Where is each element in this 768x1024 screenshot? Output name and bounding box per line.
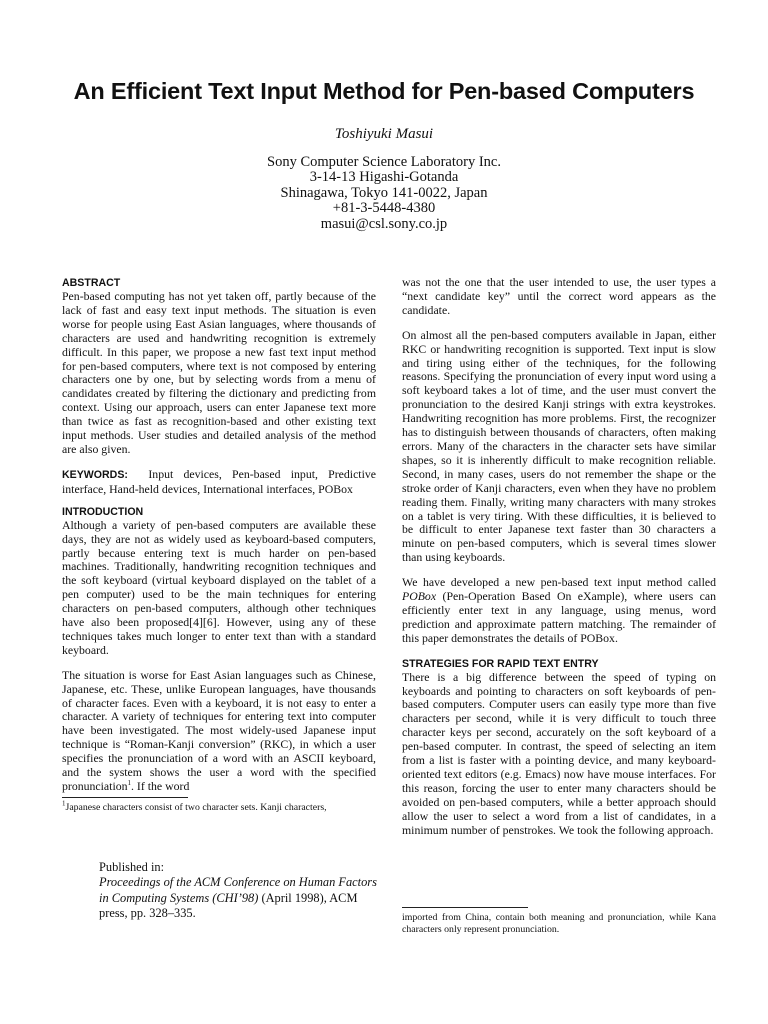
introduction-paragraph-3: was not the one that the user intended to use, the user types a “next candidate key” until the correct word appears as the candidate. [402,275,716,317]
right-column [402,276,716,849]
keywords-text: Input devices, Pen-based input, Predictive interface, Hand-held devices, International interfaces, POBox [62,466,376,496]
introduction-paragraph-5-after: (Pen-Operation Based On eXample), where users can efficiently enter text in any language, using menus, word prediction and approximate pattern matching. The remainder of this paper demonstrates the details of POBox. [402,589,716,645]
introduction-paragraph-1: Although a variety of pen-based computers are available these days, they are not as widely used as keyboard-based computers, partly because entering text is much harder on pen-based machines. Traditionally, handwriting recognition techniques and the soft keyboard (virtual keyboard displayed on the tablet of a pen computer) used to be the main techniques for entering characters on pen-based computers, although other techniques have also been proposed[4][6]. However, using any of these techniques takes much longer to enter text than with a standard keyboard. [62,517,376,657]
introduction-heading: INTRODUCTION [62,505,144,518]
affiliation-phone: +81-3-5448-4380 [332,200,436,217]
introduction-paragraph-2-tail: . If the word [131,779,190,793]
introduction-paragraph-2-text: The situation is worse for East Asian languages such as Chinese, Japanese, etc. These, unlike European languages, have thousands of character faces. Even with a keyboard, it is not easy to enter a character. A variety of techniques for entering text into computer have been investigated. The most widely-used Japanese input technique is “Roman-Kanji conversion” (RKC), in which a user specifies the pronunciation of a word with an ASCII keyboard, and the system shows the user a word with the specified pronunciation [62,667,376,793]
publication-note [99,860,379,921]
keywords-label: KEYWORDS: [62,468,128,481]
left-column [62,276,376,814]
introduction-paragraph-5-before: We have developed a new pen-based text input method called [402,575,716,590]
published-citation [99,875,379,921]
strategies-heading: STRATEGIES FOR RAPID TEXT ENTRY [402,657,599,670]
affiliation-org: Sony Computer Science Laboratory Inc. [267,154,501,170]
paper-title: An Efficient Text Input Method for Pen-based Computers [73,78,695,104]
footnote-continuation [402,904,716,937]
published-venue: Proceedings of the ACM Conference on Human Factors in Computing Systems (CHI’98) [99,875,377,905]
introduction-paragraph-2 [62,669,376,794]
published-details: (April 1998), ACM press, pp. 328–335. [99,890,358,920]
footnote-1-part2: imported from China, contain both meaning and pronunciation, while Kana characters only represent pronunciation. [402,912,716,936]
published-label: Published in: [99,860,165,874]
footnote-rule [62,797,188,798]
footnote-ref-1: 1 [127,779,132,788]
affiliation-email: masui@csl.sony.co.jp [320,215,448,232]
abstract-heading: ABSTRACT [62,277,121,289]
footnote-1-part1-text: Japanese characters consist of two character sets. Kanji characters, [65,801,327,813]
abstract-text: Pen-based computing has not yet taken off, partly because of the lack of fast and easy text input methods. The situation is even worse for people using East Asian languages, where thousands of characters are used and handwriting recognition is extremely difficult. In this paper, we propose a new fast text input method for pen-based computers, where text is not composed by entering characters one by one, but by selecting words from a menu of candidates created by filtering the dictionary and predicting from context. Using our approach, users can enter Japanese text more than twice as fast as recognition-based and other existing text input methods. User studies and detailed analysis of the method are also given. [62,289,376,456]
affiliation-address-line2: Shinagawa, Tokyo 141-0022, Japan [280,184,488,201]
footnote-rule-right [402,907,528,908]
author-name: Toshiyuki Masui [334,126,434,142]
affiliation-address-line1: 3-14-13 Higashi-Gotanda [309,169,459,186]
footnote-1-part1 [62,799,376,814]
affiliation-block [0,155,768,232]
introduction-paragraph-4: On almost all the pen-based computers available in Japan, either RKC or handwriting recognition is supported. Text input is slow and tiring using either of the techniques, for the following reasons. Specifying the pronunciation of every input word using a soft keyboard takes a lot of time, and the user must convert the pronunciation to the desired Kanji strings with extra keystrokes. Handwriting recognition has more problems. First, the recognizer has to distinguish between thousands of characters, often making errors. Many of the characters in the character sets have similar shapes, so it is inherently difficult to make recognition reliable. Second, in many cases, users do not remember the shape or the stroke order of Kanji characters, even when they have no problem reading them. Finally, writing many characters with many strokes on a tablet is very tiring. With these difficulties, it is believed to be difficult to enter Japanese text faster than 30 characters a minute on pen-based computers, which is several times slower than using keyboards. [402,327,716,565]
introduction-paragraph-5 [402,576,716,646]
strategies-paragraph-1: There is a big difference between the speed of typing on keyboards and pointing to characters on soft keyboards of pen-based computers. Computer users can easily type more than five characters per second, while it is very difficult to touch three character keys per second, accurately on the soft keyboard of a pen-based computer. In contrast, the speed of selecting an item from a list is faster with a pointing device, and many keyboard-oriented text editors (e.g. Emacs) now have mouse interfaces. For this reason, forcing the user to enter many characters should be avoided on pen-based computers, while a better approach should allow the user to select a word from a list of candidates, in a minimum number of penstrokes. We took the following approach. [402,669,716,837]
footnote-marker: 1 [62,799,66,808]
keywords-paragraph [62,468,376,497]
pobox-term: POBox [402,589,437,604]
